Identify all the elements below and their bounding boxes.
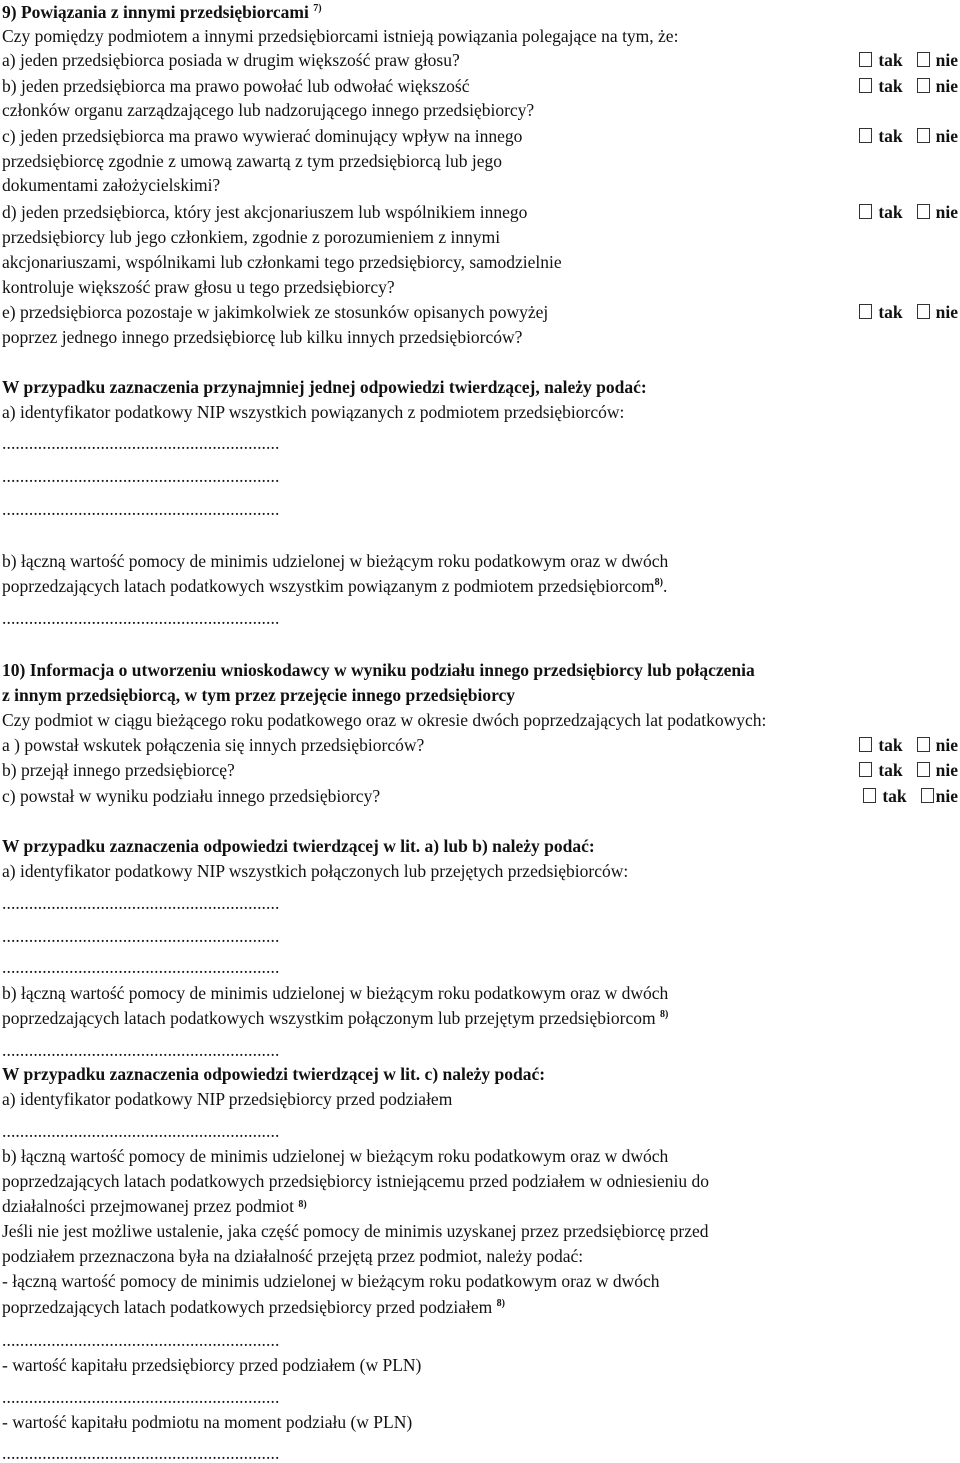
choice-9d-no[interactable]: nie [917, 200, 958, 224]
question-9c-line1: c) jeden przedsiębiorca ma prawo wywierać dominujący wpływ na innego [2, 126, 523, 146]
section-9-if-yes: W przypadku zaznaczenia przynajmniej jednej odpowiedzi twierdzącej, należy podać: [2, 377, 647, 397]
section-9-intro: Czy pomiędzy podmiotem a innymi przedsiębiorcami istnieją powiązania polegające na tym, że: [2, 26, 679, 46]
checkbox-icon[interactable] [917, 737, 930, 752]
checkbox-icon[interactable] [917, 304, 930, 319]
checkbox-icon[interactable] [917, 78, 930, 93]
section-10-c-b-line2: poprzedzających latach podatkowych przedsiębiorcy istniejącemu przed podziałem w odniesieniu do [2, 1171, 710, 1191]
split-aid-value-line[interactable]: .............................................................. [2, 1330, 280, 1350]
checkbox-icon[interactable] [917, 204, 930, 219]
choice-9c [845, 124, 958, 148]
nip-line-2[interactable]: .............................................................. [2, 466, 280, 486]
choice-9c-no[interactable]: nie [917, 124, 958, 148]
question-9c-line3: dokumentami założycielskimi? [2, 175, 221, 195]
section-10-ab-b-line1: b) łączną wartość pomocy de minimis udzielonej w bieżącym roku podatkowym oraz w dwóch [2, 983, 669, 1003]
choice-10c-no[interactable]: nie [921, 784, 958, 808]
nip-line-3[interactable]: .............................................................. [2, 499, 280, 519]
aid-value-line[interactable]: .............................................................. [2, 608, 280, 628]
footnote-ref-8: 8) [496, 1298, 505, 1309]
question-9e-line1: e) przedsiębiorca pozostaje w jakimkolwiek ze stosunków opisanych powyżej [2, 302, 549, 322]
choice-10a [845, 733, 958, 757]
question-9d-line1: d) jeden przedsiębiorca, który jest akcjonariuszem lub wspólnikiem innego [2, 202, 528, 222]
choice-9b-yes[interactable]: tak [859, 74, 902, 98]
choice-9a [845, 48, 958, 72]
section-10-intro: Czy podmiot w ciągu bieżącego roku podatkowego oraz w okresie dwóch poprzedzających lat podatkowych: [2, 710, 767, 730]
footnote-ref-8: 8) [654, 577, 663, 588]
checkbox-icon[interactable] [863, 788, 876, 803]
section-10-c-a: a) identyfikator podatkowy NIP przedsiębiorcy przed podziałem [2, 1089, 453, 1109]
checkbox-icon[interactable] [917, 128, 930, 143]
section-10-not-possible-line1: Jeśli nie jest możliwe ustalenie, jaka część pomocy de minimis uzyskanej przez przedsiębiorcę przed [2, 1221, 709, 1241]
choice-9e-no[interactable]: nie [917, 300, 958, 324]
choice-10b-no[interactable]: nie [917, 758, 958, 782]
section-10-np-1-line2: poprzedzających latach podatkowych przedsiębiorcy przed podziałem $^{8)}$ [2, 1297, 505, 1317]
question-9c-line2: przedsiębiorcę zgodnie z umową zawartą z tym przedsiębiorcą lub jego [2, 151, 502, 171]
question-10a: a ) powstał wskutek połączenia się innych przedsiębiorców? [2, 735, 425, 755]
question-9d-line4: kontroluje większość praw głosu u tego przedsiębiorcy? [2, 277, 395, 297]
section-9-heading: 9) Powiązania z innymi przedsiębiorcami $^{7)}$ [2, 2, 322, 22]
capital-at-split-line[interactable]: .............................................................. [2, 1443, 280, 1463]
section-10-c-b-line1: b) łączną wartość pomocy de minimis udzielonej w bieżącym roku podatkowym oraz w dwóch [2, 1146, 669, 1166]
question-10c: c) powstał w wyniku podziału innego przedsiębiorcy? [2, 786, 381, 806]
choice-9a-no[interactable]: nie [917, 48, 958, 72]
choice-9d [845, 200, 958, 224]
section-10-heading-line2: z innym przedsiębiorcą, w tym przez przejęcie innego przedsiębiorcy [2, 685, 516, 705]
checkbox-icon[interactable] [921, 788, 934, 803]
checkbox-icon[interactable] [859, 304, 872, 319]
merged-aid-value-line[interactable]: .............................................................. [2, 1040, 280, 1060]
section-10-ab-b-line2: poprzedzających latach podatkowych wszystkim połączonym lub przejętym przedsiębiorcom $^{8)}$ [2, 1008, 669, 1028]
question-10b: b) przejął innego przedsiębiorcę? [2, 760, 235, 780]
section-10-np-3: - wartość kapitału podmiotu na moment podziału (w PLN) [2, 1412, 413, 1432]
choice-9b-no[interactable]: nie [917, 74, 958, 98]
question-9b-line2: członków organu zarządzającego lub nadzorującego innego przedsiębiorcy? [2, 100, 535, 120]
footnote-ref-8: 8) [298, 1199, 307, 1210]
question-9e-line2: poprzez jednego innego przedsiębiorcę lub kilku innych przedsiębiorców? [2, 327, 523, 347]
section-9-req-b-line2: poprzedzających latach podatkowych wszystkim powiązanym z podmiotem przedsiębiorcom$^{8)}$. [2, 576, 668, 596]
question-9d-line3: akcjonariuszami, wspólnikami lub członkami tego przedsiębiorcy, samodzielnie [2, 252, 562, 272]
section-10-if-ab: W przypadku zaznaczenia odpowiedzi twierdzącej w lit. a) lub b) należy podać: [2, 836, 595, 856]
footnote-ref-8: 8) [659, 1009, 669, 1020]
section-10-not-possible-line2: podziałem przeznaczona była na działalność przejętą przez podmiot, należy podać: [2, 1246, 584, 1266]
choice-9e [845, 300, 958, 324]
choice-10a-yes[interactable]: tak [859, 733, 902, 757]
choice-9c-yes[interactable]: tak [859, 124, 902, 148]
choice-10b-yes[interactable]: tak [859, 758, 902, 782]
nip-line-1[interactable]: .............................................................. [2, 433, 280, 453]
section-9-req-b-line1: b) łączną wartość pomocy de minimis udzielonej w bieżącym roku podatkowym oraz w dwóch [2, 551, 669, 571]
choice-10c [849, 784, 958, 808]
section-10-c-b-line3: działalności przejmowanej przez podmiot $^{8)}$ [2, 1196, 307, 1216]
checkbox-icon[interactable] [859, 52, 872, 67]
checkbox-icon[interactable] [859, 204, 872, 219]
choice-9d-yes[interactable]: tak [859, 200, 902, 224]
checkbox-icon[interactable] [859, 128, 872, 143]
choice-10a-no[interactable]: nie [917, 733, 958, 757]
section-10-if-c: W przypadku zaznaczenia odpowiedzi twierdzącej w lit. c) należy podać: [2, 1064, 546, 1084]
section-9-req-a: a) identyfikator podatkowy NIP wszystkich powiązanych z podmiotem przedsiębiorców: [2, 402, 625, 422]
split-nip-line[interactable]: .............................................................. [2, 1121, 280, 1141]
checkbox-icon[interactable] [859, 737, 872, 752]
question-9a: a) jeden przedsiębiorca posiada w drugim większość praw głosu? [2, 50, 460, 70]
footnote-ref-7: 7) [313, 3, 322, 14]
question-9b-line1: b) jeden przedsiębiorca ma prawo powołać lub odwołać większość [2, 76, 470, 96]
checkbox-icon[interactable] [859, 78, 872, 93]
merged-nip-line-2[interactable]: .............................................................. [2, 926, 280, 946]
merged-nip-line-1[interactable]: .............................................................. [2, 893, 280, 913]
checkbox-icon[interactable] [917, 762, 930, 777]
capital-before-split-line[interactable]: .............................................................. [2, 1387, 280, 1407]
merged-nip-line-3[interactable]: .............................................................. [2, 957, 280, 977]
section-10-np-2: - wartość kapitału przedsiębiorcy przed podziałem (w PLN) [2, 1355, 422, 1375]
section-10-heading-line1: 10) Informacja o utworzeniu wnioskodawcy w wyniku podziału innego przedsiębiorcy lub połączenia [2, 660, 755, 680]
choice-9a-yes[interactable]: tak [859, 48, 902, 72]
choice-10c-yes[interactable]: tak [863, 784, 906, 808]
checkbox-icon[interactable] [917, 52, 930, 67]
choice-9b [845, 74, 958, 98]
section-10-ab-a: a) identyfikator podatkowy NIP wszystkich połączonych lub przejętych przedsiębiorców: [2, 861, 629, 881]
choice-9e-yes[interactable]: tak [859, 300, 902, 324]
choice-10b [845, 758, 958, 782]
checkbox-icon[interactable] [859, 762, 872, 777]
question-9d-line2: przedsiębiorcy lub jego członkiem, zgodnie z porozumieniem z innymi [2, 227, 501, 247]
section-10-np-1-line1: - łączną wartość pomocy de minimis udzielonej w bieżącym roku podatkowym oraz w dwóch [2, 1271, 660, 1291]
